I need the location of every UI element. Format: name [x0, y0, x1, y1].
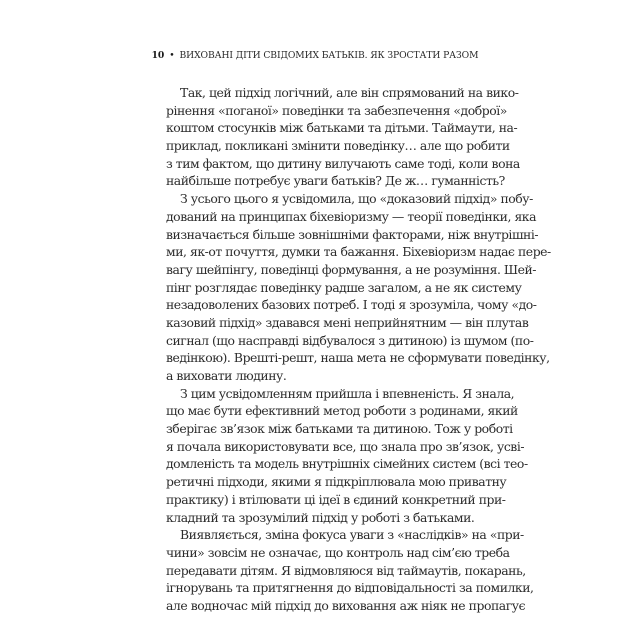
running-head [0, 50, 630, 61]
text-line: незадоволених базових потреб. І тоді я зрозуміла, чому «до- [166, 297, 537, 313]
text-line: пінг розглядає поведінку радше загалом, а не як систему [166, 279, 522, 295]
text-line: зберігає зв’язок між батьками та дитиною. Тож у роботі [166, 421, 513, 437]
text-line: я почала використовувати все, що знала про зв’язок, усві- [166, 438, 525, 454]
paragraph-3 [166, 385, 528, 527]
text-line: Так, цей підхід логічний, але він спрямований на вико- [180, 85, 519, 100]
text-line: ведінкою). Врешті-решт, наша мета не сформувати поведінку, [166, 350, 550, 366]
text-line: сигнал (що насправді відбувалося з дитиною) із шумом (по- [166, 332, 534, 348]
text-line: ігнорувань та притягнення до відповідальності за помилки, [166, 580, 534, 596]
text-line: дований на принципах біхевіоризму — теорії поведінки, яка [166, 208, 537, 224]
paragraph-1 [166, 84, 520, 190]
text-line: коштом стосунків між батьками та дітьми. Таймаути, на- [166, 120, 518, 136]
text-line: З цим усвідомленням прийшла і впевненість. Я знала, [180, 385, 515, 401]
text-line: рінення «поганої» поведінки та забезпечення «доброї» [166, 102, 507, 118]
text-line: приклад, покликані змінити поведінку… але що робити [166, 138, 510, 154]
text-line: вагу шейпінгу, поведінці формування, а не розуміння. Шей- [166, 261, 537, 277]
text-line: передавати дітям. Я відмовляюся від таймаутів, покарань, [166, 562, 526, 578]
paragraph-2 [166, 190, 551, 385]
text-line: домленість та модель внутрішніх сімейних систем (всі тео- [166, 456, 528, 472]
text-line: визначається більше зовнішніми факторами, ніж внутрішні- [166, 226, 539, 242]
text-line: З усього цього я усвідомила, що «доказовий підхід» побу- [180, 191, 533, 207]
text-line: ретичні підходи, якими я підкріплювала мою приватну [166, 474, 507, 490]
text-line: чини» зовсім не означає, що контроль над сім’єю треба [166, 544, 510, 560]
book-title: ВИХОВАНІ ДІТИ СВІДОМИХ БАТЬКІВ. ЯК ЗРОСТАТИ РАЗОМ [179, 50, 479, 61]
text-line: ми, як-от почуття, думки та бажання. Біхевіоризм надає пере- [166, 244, 551, 260]
text-line: Виявляється, зміна фокуса уваги з «наслідків» на «при- [180, 527, 524, 543]
text-line: найбільше потребує уваги батьків? Де ж… гуманність? [166, 173, 505, 189]
separator-bullet: • [169, 50, 175, 61]
text-line: а виховати людину. [166, 368, 287, 383]
text-line: кладний та зрозумілий підхід у роботі з батьками. [166, 509, 475, 525]
text-line: але водночас мій підхід до виховання аж ніяк не пропагує [166, 597, 526, 613]
text-line: казовий підхід» здавався мені неприйнятним — він плутав [166, 314, 529, 330]
body-text [166, 84, 551, 615]
text-line: практику) і втілювати ці ідеї в єдиний конкретний при- [166, 491, 506, 507]
text-line: з тим фактом, що дитину вилучають саме тоді, коли вона [166, 155, 520, 171]
paragraph-4 [166, 526, 534, 614]
page-number: 10 [151, 50, 165, 61]
text-line: що має бути ефективний метод роботи з родинами, який [166, 403, 518, 419]
